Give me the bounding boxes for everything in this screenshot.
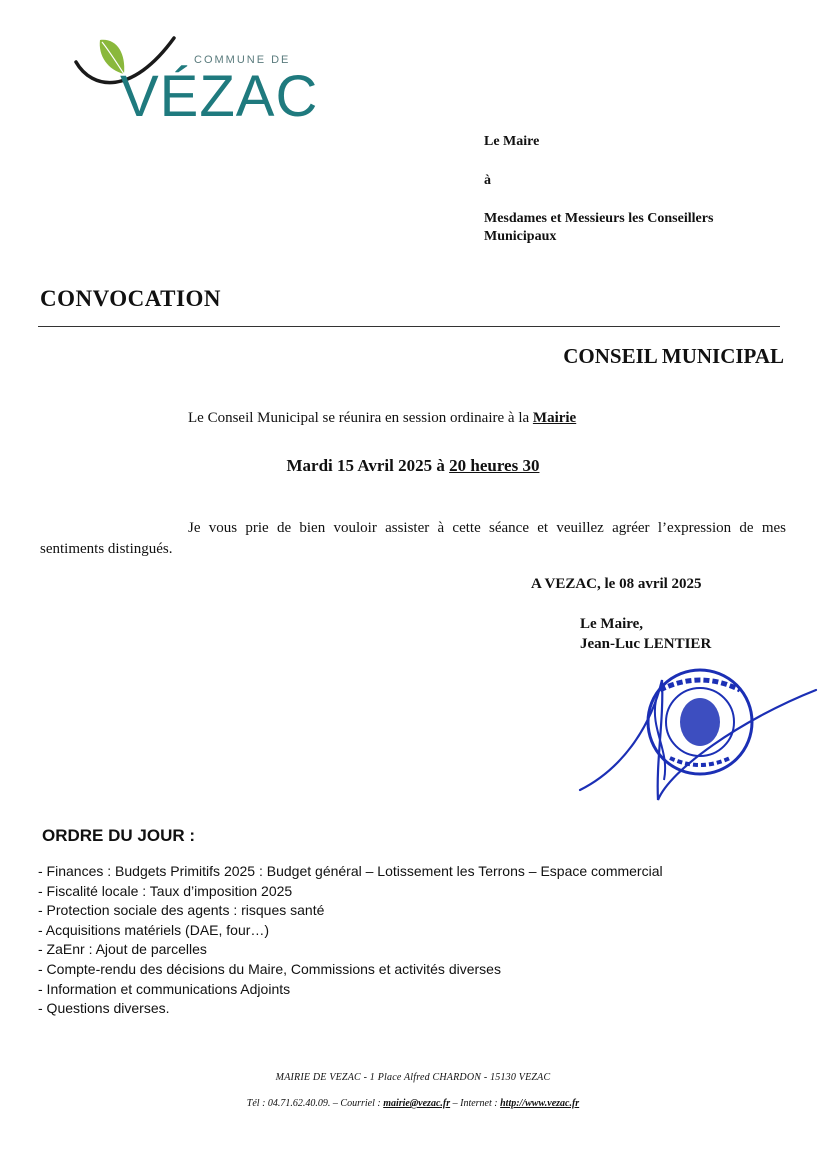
agenda-item: - Compte-rendu des décisions du Maire, Commissions et activités diverses	[38, 960, 501, 977]
signatory-name: Jean-Luc LENTIER	[580, 636, 712, 652]
page-title: CONVOCATION	[40, 286, 221, 311]
agenda-list	[38, 862, 663, 1019]
agenda-title: ORDRE DU JOUR :	[42, 826, 196, 845]
agenda-item: - Fiscalité locale : Taux d’imposition 2025	[38, 882, 293, 899]
recipient-line-2: Municipaux	[484, 229, 557, 244]
agenda-item: - Acquisitions matériels (DAE, four…)	[38, 921, 270, 938]
session-line	[188, 410, 576, 427]
footer-email-link[interactable]: mairie@vezac.fr	[383, 1098, 451, 1109]
official-stamp-icon	[560, 660, 820, 810]
agenda-item: - Protection sociale des agents : risques santé	[38, 902, 325, 919]
agenda-item: - Information et communications Adjoints	[38, 980, 291, 997]
closing-paragraph: Je vous prie de bien vouloir assister à cette séance et veuillez agréer l’expression de mes sentiments distingués.	[40, 520, 786, 557]
recipient-line-1: Mesdames et Messieurs les Conseillers	[484, 211, 714, 226]
sender-line: Le Maire	[484, 134, 540, 149]
meeting-time: 20 heures 30	[449, 456, 540, 475]
footer-contact	[0, 1098, 826, 1109]
footer-address: MAIRIE DE VEZAC - 1 Place Alfred CHARDON - 15130 VEZAC	[275, 1072, 551, 1083]
agenda-item: - Questions diverses.	[38, 1000, 170, 1017]
page-subtitle: CONSEIL MUNICIPAL	[563, 344, 784, 368]
footer-internet-label: – Internet :	[450, 1098, 501, 1109]
meeting-date-text: Mardi 15 Avril 2025 à	[286, 456, 450, 475]
footer-website-link[interactable]: http://www.vezac.fr	[500, 1098, 580, 1109]
logo-small-text: COMMUNE DE	[194, 54, 291, 66]
footer-courriel-label: – Courriel :	[330, 1098, 384, 1109]
place-and-date: A VEZAC, le 08 avril 2025	[531, 576, 702, 592]
logo-town-name: VÉZAC	[120, 64, 319, 129]
session-place: Mairie	[532, 410, 577, 426]
stamp-and-signature	[560, 660, 820, 810]
signatory	[580, 614, 711, 654]
footer-tel: Tél : 04.71.62.40.09.	[246, 1098, 331, 1109]
session-text: Le Conseil Municipal se réunira en session ordinaire à la	[188, 410, 533, 426]
meeting-date	[0, 456, 826, 476]
to-word: à	[484, 173, 491, 188]
signatory-role: Le Maire,	[580, 616, 644, 632]
agenda-item: - Finances : Budgets Primitifs 2025 : Budget général – Lotissement les Terrons – Espace commercial	[38, 863, 663, 879]
agenda-item: - ZaEnr : Ajout de parcelles	[38, 941, 207, 958]
title-divider	[38, 326, 780, 327]
commune-logo	[72, 30, 319, 130]
